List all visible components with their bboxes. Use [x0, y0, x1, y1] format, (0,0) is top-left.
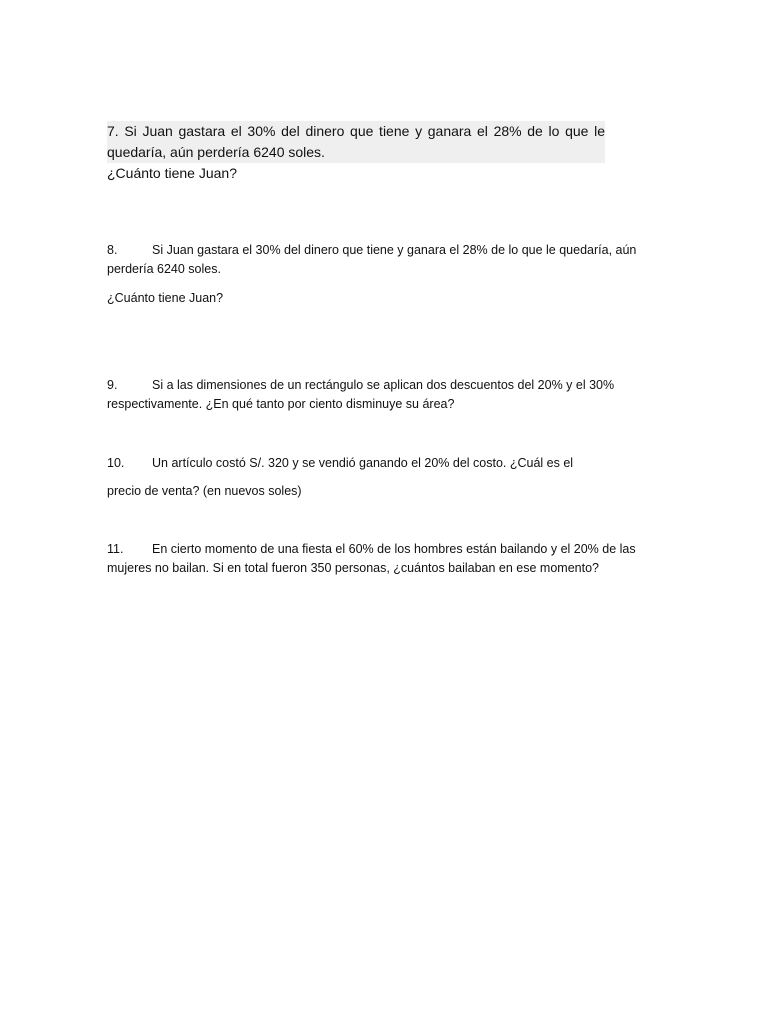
question-8-number: 8. [107, 243, 118, 257]
question-9-number: 9. [107, 378, 118, 392]
question-11 [107, 540, 637, 578]
question-10 [107, 454, 637, 473]
question-11-number: 11. [107, 542, 124, 556]
question-10-number: 10. [107, 456, 125, 470]
question-11-text: En cierto momento de una fiesta el 60% de los hombres están bailando y el 20% de las mujeres no bailan. Si en total fueron 350 personas, ¿cuántos bailaban en ese momento? [107, 542, 636, 575]
question-8-prompt: ¿Cuánto tiene Juan? [107, 291, 224, 305]
question-8-text: Si Juan gastara el 30% del dinero que tiene y ganara el 28% de lo que le quedaría, aún perdería 6240 soles. [107, 243, 637, 276]
question-9-text: Si a las dimensiones de un rectángulo se aplican dos descuentos del 20% y el 30% respectivamente. ¿En qué tanto por ciento disminuye su área? [107, 378, 615, 411]
question-7-line-2: quedaría, aún perdería 6240 soles. [107, 142, 325, 163]
question-10-text: Un artículo costó S/. 320 y se vendió ganando el 20% del costo. ¿Cuál es el [152, 456, 574, 470]
question-8 [107, 241, 637, 279]
question-9 [107, 376, 637, 414]
question-7-highlighted-text [107, 121, 605, 163]
question-7 [107, 121, 637, 184]
question-10-continuation: precio de venta? (en nuevos soles) [107, 484, 302, 498]
question-7-prompt: ¿Cuánto tiene Juan? [107, 165, 237, 181]
question-7-line-1: 7. Si Juan gastara el 30% del dinero que tiene y ganara el 28% de lo que le [107, 123, 605, 139]
